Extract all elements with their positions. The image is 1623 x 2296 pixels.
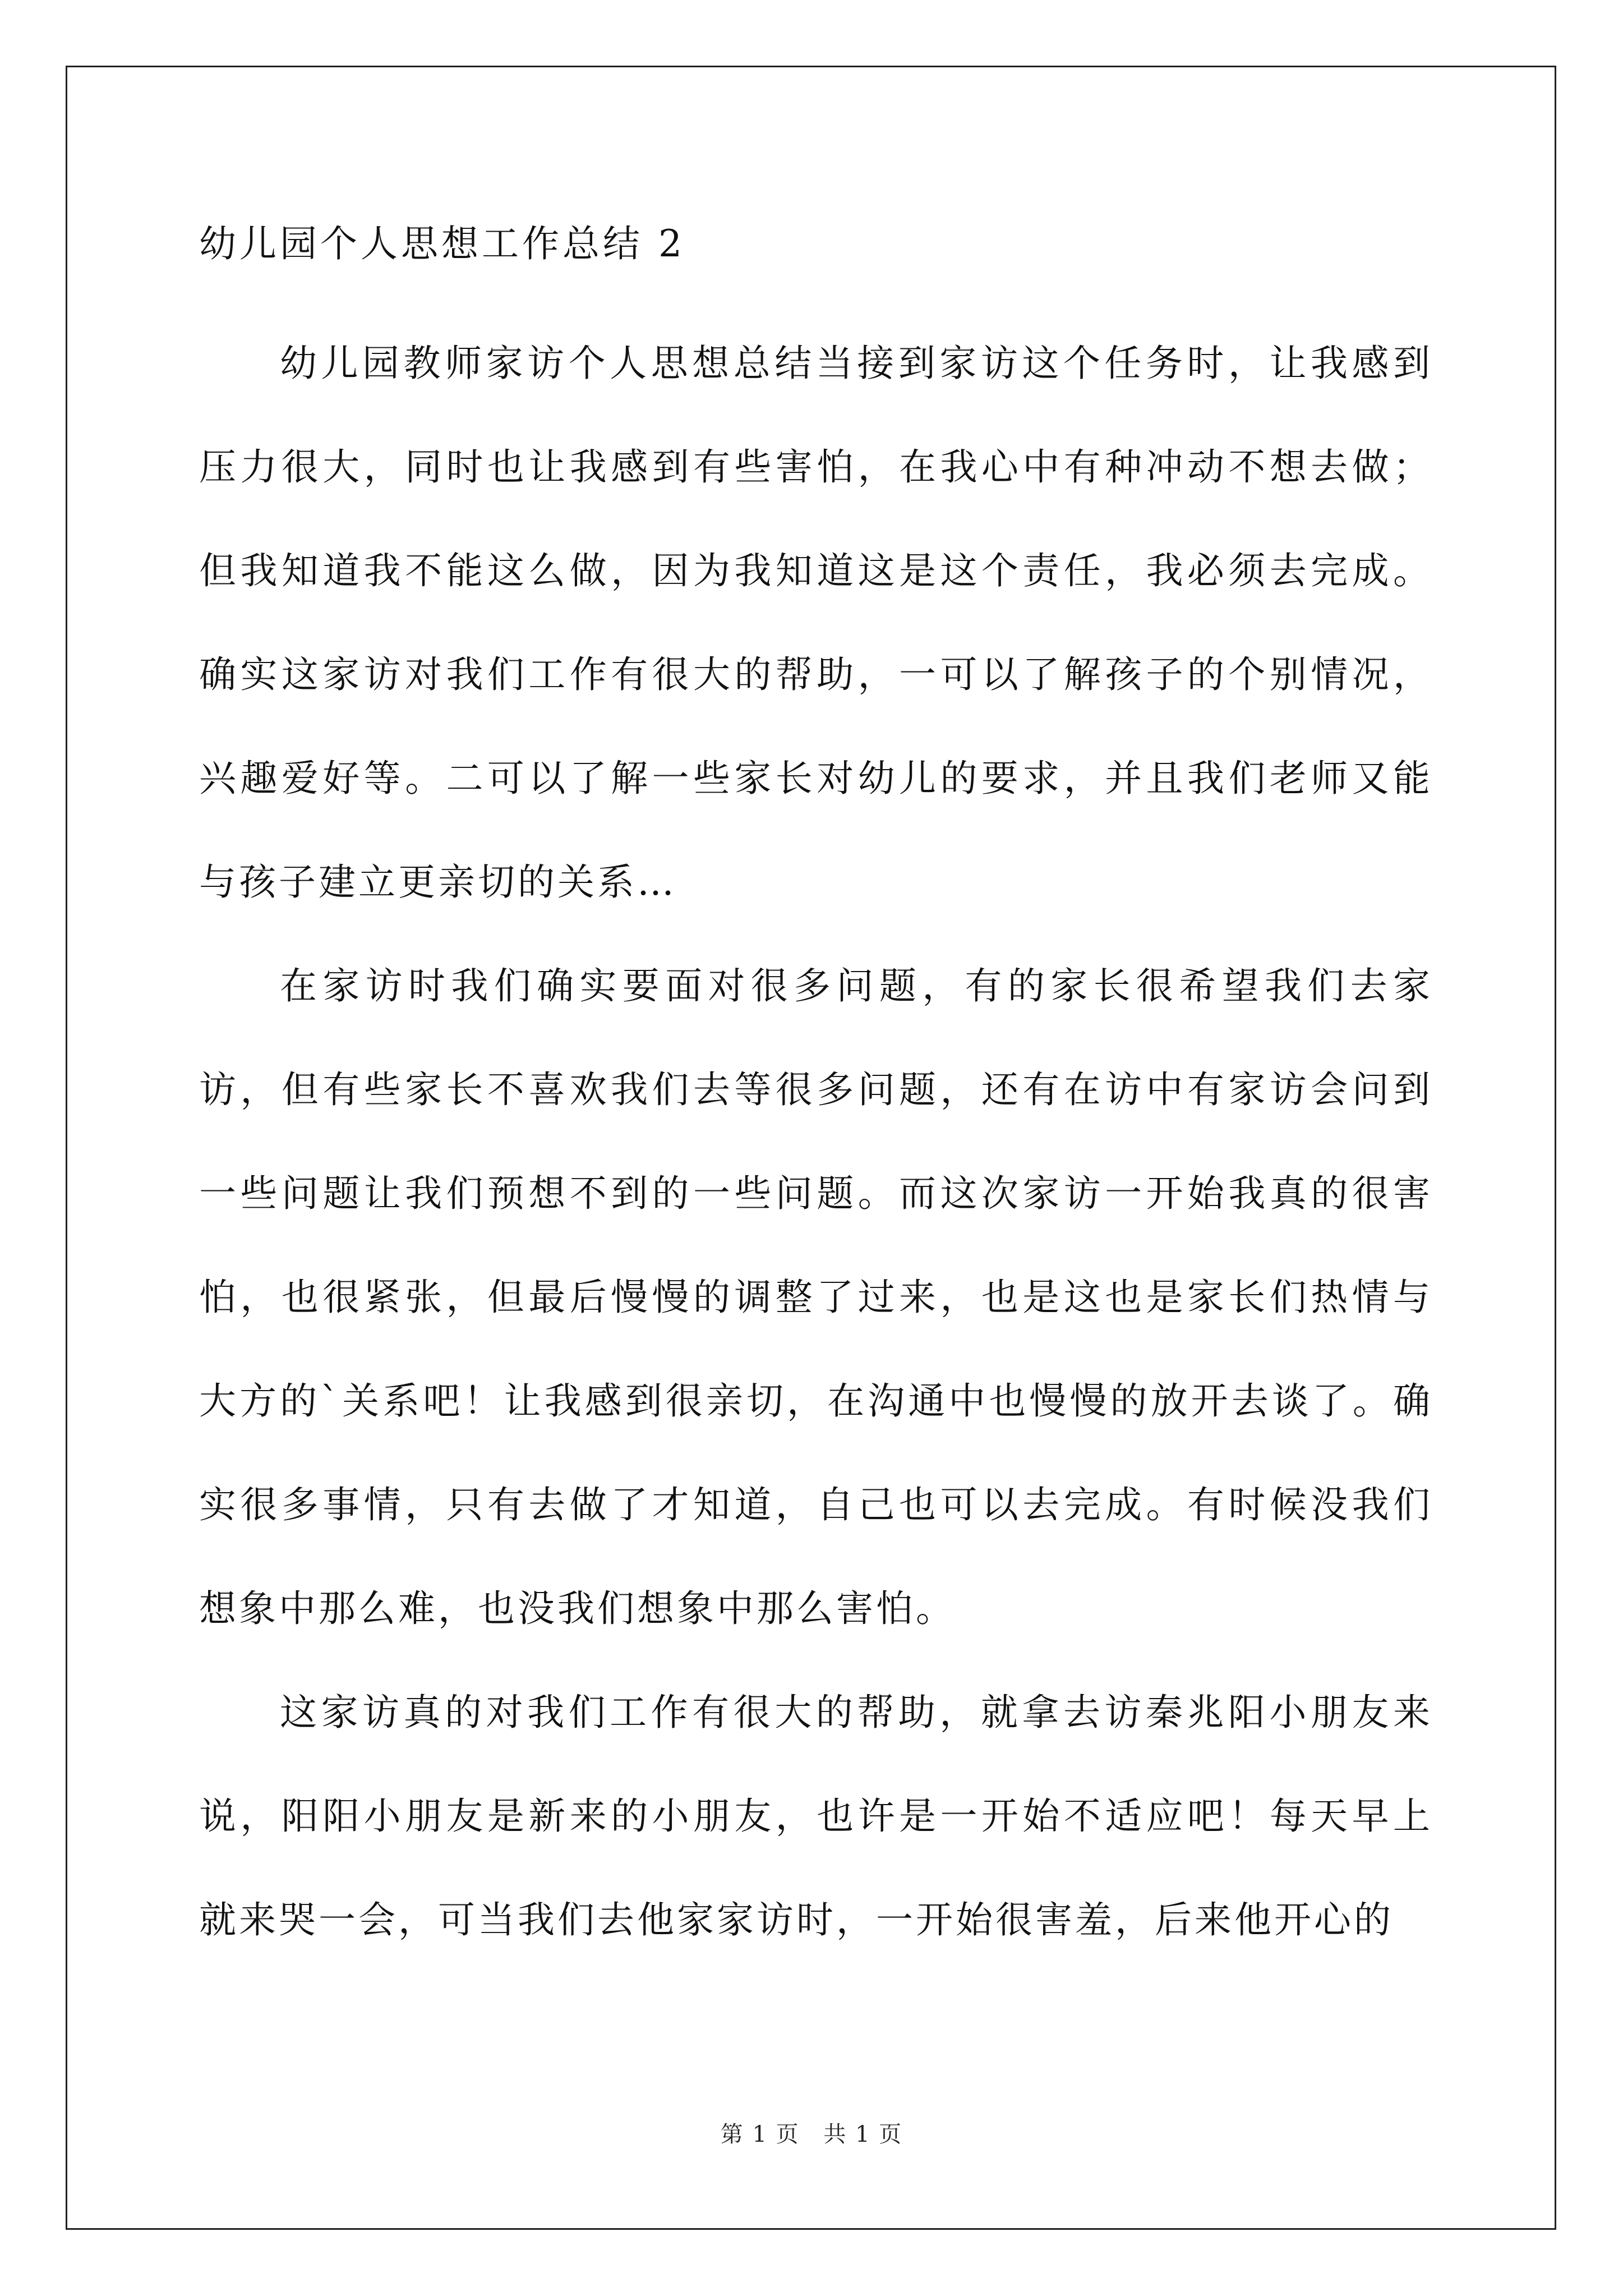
document-body (199, 222, 1433, 1972)
paragraph-1: 幼儿园教师家访个人思想总结当接到家访这个任务时，让我感到压力很大，同时也让我感到有些害怕，在我心中有种冲动不想去做；但我知道我不能这么做，因为我知道这是这个责任，我必须去完成。确实这家访对我们工作有很大的帮助，一可以了解孩子的个别情况，兴趣爱好等。二可以了解一些家长对幼儿的要求，并且我们老师又能与孩子建立更亲切的关系… (199, 342, 1433, 904)
page-footer (0, 2120, 1623, 2148)
page-number: 第 1 页 (720, 2122, 800, 2147)
paragraph-2: 在家访时我们确实要面对很多问题，有的家长很希望我们去家访，但有些家长不喜欢我们去等很多问题，还有在访中有家访会问到一些问题让我们预想不到的一些问题。而这次家访一开始我真的很害怕，也很紧张，但最后慢慢的调整了过来，也是这也是家长们热情与大方的`关系吧！让我感到很亲切，在沟通中也慢慢的放开去谈了。确实很多事情，只有去做了才知道，自己也可以去完成。有时候没我们想象中那么难，也没我们想象中那么害怕。 (199, 964, 1433, 1630)
document-title: 幼儿园个人思想工作总结 2 (199, 222, 685, 265)
page-total: 共 1 页 (823, 2122, 903, 2147)
paragraph-3: 这家访真的对我们工作有很大的帮助，就拿去访秦兆阳小朋友来说，阳阳小朋友是新来的小朋友，也许是一开始不适应吧！每天早上就来哭一会，可当我们去他家家访时，一开始很害羞，后来他开心的 (199, 1691, 1433, 1941)
